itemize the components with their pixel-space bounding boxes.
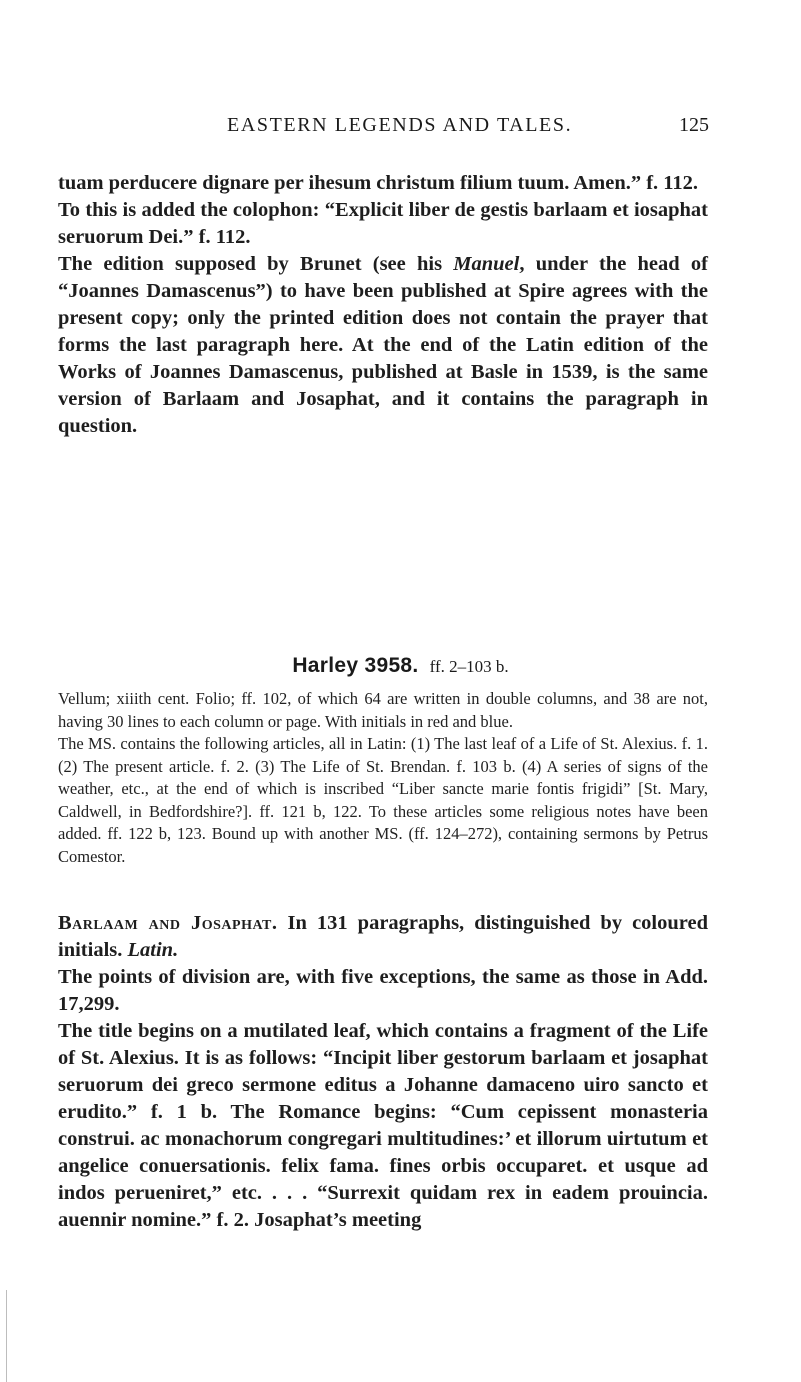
entry-section (58, 910, 708, 1234)
manuel-title: Manuel (453, 253, 520, 275)
entry-title: Barlaam and Josaphat. (58, 912, 278, 934)
page-number: 125 (679, 114, 709, 136)
entry-title-rest: In 131 paragraphs, distinguished by coloured initials. (58, 912, 708, 961)
intro-paragraph-2 (58, 197, 708, 251)
description-paragraph-2: The MS. contains the following articles, all in Latin: (1) The last leaf of a Life of St. Alexius. f. 1. (2) The present article. f. 2. (3) The Life of St. Brendan. f. 103 b. (4) A series of signs of the weather, etc., at the end of which is inscribed “Liber sancte marie fontis frigidi” [St. Mary, Caldwell, in Bedfordshire?]. ff. 121 b, 122. To these articles some religious notes have been added. ff. 122 b, 123. Bound up with another MS. (ff. 124–272), containing sermons by Petrus Comestor. (58, 734, 708, 866)
intro-paragraph-1: tuam perducere dignare per ihesum christum filium tuum. Amen.” f. 112. (58, 172, 699, 194)
intro-paragraph-2-text: To this is added the colophon: “Explicit liber de gestis barlaam et iosaphat seruorum Dei.” f. 112. (58, 199, 708, 248)
intro-paragraph-3-rest: , under the head of “Joannes Damascenus”) to have been published at Spire agrees with the present copy; only the printed edition does not contain the prayer that forms the last paragraph here. At the end of the Latin edition of the Works of Joannes Damascenus, published at Basle in 1539, is the same version of Barlaam and Josaphat, and it contains the paragraph in question. (58, 253, 708, 437)
entry-paragraph-3: The title begins on a mutilated leaf, which contains a fragment of the Life of St. Alexius. It is as follows: “Incipit liber gestorum barlaam et josaphat seruorum dei greco sermone editus a Johanne damaceno uiro sancto et erudito.” f. 1 b. The Romance begins: “Cum cepissent monasteria construi. ac monachorum congregari multitudines:’ et illorum uirtutum et angelice conuersationis. felix fama. fines orbis occuparet. et usque ad indos perueniret,” etc. . . . “Surrexit quidam rex in eadem prouincia. auennir nomine.” f. 2. Josaphat’s meeting (58, 1020, 708, 1231)
running-title: EASTERN LEGENDS AND TALES. (227, 114, 573, 136)
page-edge-line (6, 1290, 7, 1382)
intro-paragraph-3-start: The edition supposed by Brunet (see his (58, 253, 454, 275)
entry-paragraph-1 (58, 910, 708, 964)
running-head (0, 114, 801, 144)
manuscript-heading (0, 654, 801, 678)
intro-paragraph-3 (58, 251, 708, 440)
entry-language: Latin. (127, 939, 179, 961)
manuscript-description (58, 688, 708, 868)
manuscript-name: Harley 3958. (292, 654, 419, 677)
manuscript-folios: ff. 2–103 b. (429, 657, 509, 676)
description-paragraph-1: Vellum; xiiith cent. Folio; ff. 102, of which 64 are written in double columns, and 38 are not, having 30 lines to each column or page. With initials in red and blue. (58, 689, 708, 731)
intro-section (58, 170, 708, 440)
entry-paragraph-2: The points of division are, with five exceptions, the same as those in Add. 17,299. (58, 966, 708, 1015)
